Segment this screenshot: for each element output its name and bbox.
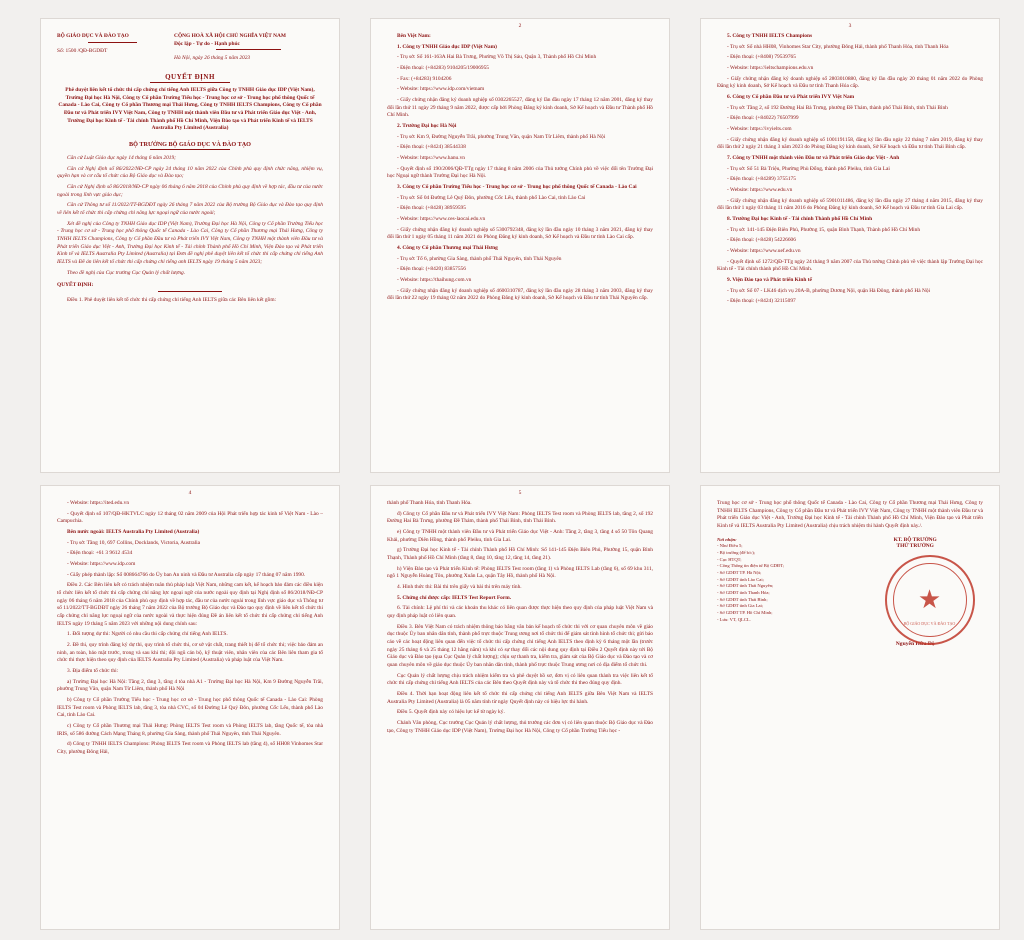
legal-basis-3: Căn cứ Nghị định số 86/2018/NĐ-CP ngày 06 tháng 6 năm 2018 của Chính phủ quy định về hợp tác, đầu tư của nước ngoài trong lĩnh vực giáo dục; (57, 184, 323, 198)
document-subtitle: Phê duyệt liên kết tổ chức thi cấp chứng chỉ tiếng Anh IELTS giữa Công ty TNHH Giáo dục IDP (Việt Nam), Trường Đại học Hà Nội, Công ty Cổ phần Trường Tiểu học - Trung học cơ sở - Trung học phổ thông Quốc tế Canada - Lào Cai, Công ty Cổ phần Thương mại Thái Hưng, Công ty TNHH IELTS Champions, Công ty Cổ phần Đầu tư và Phát triển IVY Việt Nam, Công ty TNHH một thành viên Đầu tư và Phát triển Giáo dục Việt - Anh, Trường Đại học Kinh tế - Tài chính Thành phố Hồ Chí Minh, Viện Đào tạo và Phát triển Kinh tế và IELTS Australia Pty Limited (Australia) (58, 87, 322, 132)
p3-line-9: - Website: https://ivyielts.com (727, 126, 792, 133)
p4-line-1: - Website: https://ited.edu.vn (67, 500, 130, 506)
article-4: Điều 4. Thời hạn hoạt động liên kết tổ chức thi cấp chứng chỉ tiếng Anh IELTS giữa Bên Việt Nam và IELTS Australia Pty Limited (Australia) là 05 năm tính từ ngày Quyết định này có hiệu lực thi hành. (387, 691, 653, 705)
article-5: Điều 5. Quyết định này có hiệu lực kể từ ngày ký. (397, 709, 505, 716)
vn-party-heading: Bên Việt Nam: (397, 33, 431, 39)
p3-line-16: 8. Trường Đại học Kinh tế - Tài chính Thành phố Hồ Chí Minh (727, 216, 873, 223)
p2-line-19: - Điện thoại: (+8420) 83857556 (397, 266, 466, 273)
ministry-name: BỘ GIÁO DỤC VÀ ĐÀO TẠO (57, 33, 129, 39)
foreign-party-heading: Bên nước ngoài: IELTS Australia Pty Limited (Australia) (67, 529, 200, 536)
recipient-item: - Cục HTQT; (717, 556, 742, 562)
legal-basis-5: Xét đề nghị của Công ty TNHH Giáo dục IDP (Việt Nam), Trường Đại học Hà Nội, Công ty Cổ phần Trường Tiểu học - Trung học cơ sở - Trung học phổ thông Quốc tế Canada - Lào Cai, Công ty Cổ phần Thương mại Thái Hưng, Công ty TNHH IELTS Champions, Công ty Cổ phần Đầu tư và Phát triển IVY Việt Nam, Công ty TNHH một thành viên Đầu tư và Phát triển Giáo dục Việt - Anh, Trường Đại học Kinh tế - Tài chính Thành phố Hồ Chí Minh, Viện Đào tạo và Phát triển Kinh tế và IELTS Australia Pty Limited (Australia) tại Đơn đề nghị phê duyệt liên kết tổ chức thi cấp chứng chỉ tiếng Anh IELTS và Đề án liên kết tổ chức thi cấp chứng chỉ tiếng anh IELTS ngày 19 tháng 5 năm 2023; (57, 220, 323, 266)
p2-line-14: - Điện thoại: (+8428) 38959595 (397, 205, 466, 212)
p2-line-6: - Giấy chứng nhận đăng ký doanh nghiệp số 0302265527, đăng ký lần đầu ngày 17 tháng 12 năm 2001, đăng ký thay đổi lần thứ 11 ngày 29 tháng 9 năm 2022, được cấp bởi Phòng Đăng ký kinh doanh, Sở Kế hoạch và Đầu tư Thành phố Hồ Chí Minh. (387, 97, 653, 119)
p2-line-5: - Website: https://www.idp.com/vietnam (397, 86, 485, 93)
document-page-3 (700, 18, 1000, 473)
document-page-4 (40, 485, 340, 930)
page1-header (57, 33, 323, 63)
page-number-3: 3 (848, 23, 852, 29)
signer-name: Nguyễn Hữu Độ (895, 640, 935, 647)
recipient-item: - Lưu: VT, QLCL. (717, 616, 751, 622)
p3-line-20: - Quyết định số 1272/QĐ-TTg ngày 24 tháng 9 năm 2007 của Thủ tướng Chính phủ về việc thành lập Trường Đại học Kinh tế - Tài chính thành phố Hồ Chí Minh. (717, 258, 983, 273)
issuing-authority: BỘ TRƯỞNG BỘ GIÁO DỤC VÀ ĐÀO TẠO (129, 141, 251, 149)
recipient-item: - Sở GDĐT tỉnh Lào Cai; (717, 576, 764, 582)
p2-line-1: 1. Công ty TNHH Giáo dục IDP (Việt Nam) (397, 43, 497, 50)
signer-role-line2: THỨ TRƯỞNG (896, 542, 934, 549)
p4-line-12: a) Trường Đại học Hà Nội: Tầng 2, tầng 3, tầng 4 tòa nhà A1 - Trường Đại học Hà Nội, Km 9 Đường Nguyễn Trãi, phường Trung Văn, quận Nam Từ Liêm, thành phố Hà Nội (57, 678, 323, 693)
country-name: CỘNG HOÀ XÃ HỘI CHỦ NGHĨA VIỆT NAM (174, 33, 287, 39)
p2-line-4: - Fax: (+84283) 9104206 (397, 75, 452, 82)
document-page-2 (370, 18, 670, 473)
p2-line-11: - Quyết định số 190/2006/QĐ-TTg ngày 17 tháng 8 năm 2006 của Thủ tướng Chính phủ về việc đổi tên Trường Đại học Ngoại ngữ thành Trường Đại học Hà Nội. (387, 165, 653, 180)
p5-line-1: thành phố Thanh Hóa, tỉnh Thanh Hóa. (387, 500, 472, 506)
p4-line-9: 1. Đối tượng dự thi: Người có nhu cầu thi cấp chứng chỉ tiếng Anh IELTS. (67, 631, 228, 638)
p6-closing: Trung học cơ sở - Trung học phổ thông Quốc tế Canada - Lào Cai, Công ty Cổ phần Thương mại Thái Hưng, Công ty TNHH IELTS Champions, Công ty Cổ phần Đầu tư và Phát triển IVY Việt Nam, Công ty TNHH một thành viên Đầu tư và Phát triển Giáo dục Việt - Anh, Trường Đại học Kinh tế - Tài chính Thành phố Hồ Chí Minh, Viện Đào tạo và Phát triển Kinh tế và IELTS Australia Pty Limited (Australia) chịu trách nhiệm thi hành Quyết định này./. (717, 500, 983, 530)
document-page-5 (370, 485, 670, 930)
article-2: Điều 2. Các Bên liên kết có trách nhiệm tuân thủ pháp luật Việt Nam, những cam kết, kế hoạch bảo đảm các điều kiện tổ chức liên kết tổ chức thi cấp chứng chỉ năng lực ngoại ngữ của nước ngoài quy định tại Nghị định số 86/2018/NĐ-CP ngày 06 tháng 6 năm 2018 của Chính phủ quy định về hợp tác, đầu tư của nước ngoài trong lĩnh vực giáo dục và Thông tư số 11/2022/TT-BGDĐT ngày 26 tháng 7 năm 2022 của Bộ trưởng Bộ Giáo dục và Đào tạo quy định về liên kết tổ chức thi cấp chứng chỉ năng lực ngoại ngữ của nước ngoài và thực hiện đúng Đề án liên kết tổ chức thi cấp chứng chỉ tiếng Anh IELTS ngày 19 tháng 5 năm 2023 với những nội dung chính sau: (57, 582, 323, 627)
p2-line-2: - Trụ sở: Số 161-163A Hai Bà Trưng, Phường Võ Thị Sáu, Quận 3, Thành phố Hồ Chí Minh (397, 54, 597, 61)
p2-line-3: - Điện thoại: (+84283) 9104205/19006955 (397, 65, 489, 72)
p2-line-17: 4. Công ty Cổ phần Thương mại Thái Hưng (397, 245, 498, 252)
p4-line-4: - Trụ sở: Tầng 10, 697 Collins, Docklands, Victoria, Australia (67, 539, 201, 546)
p4-line-2: - Quyết định số 107/QĐ-HKTVLC ngày 12 tháng 02 năm 2009 của Hội Phát triển hợp tác kinh tế Việt Nam - Lào – Campuchia. (57, 510, 323, 525)
seal-star-icon: ★ (917, 584, 942, 614)
p4-line-11: 3. Địa điểm tổ chức thi: (67, 668, 119, 675)
p4-line-7: - Giấy phép thành lập: Số 008664766 do Ủy ban An ninh và Đầu tư Australia cấp ngày 17 tháng 07 năm 1990. (67, 571, 306, 578)
p4-line-10: 2. Đề thi, quy trình đăng ký dự thi, quy trình tổ chức thi, cơ sở vật chất, trang thiết bị để tổ chức thi; việc bảo đảm an ninh, an toàn, bảo mật trước, trong và sau khi thi; đội ngũ cán bộ, kỹ thuật viên, nhân viên của các Bên liên tham gia tổ chức thi thực hiện theo quy định của IELTS Australia Pty Limited (Australia) và pháp luật của Việt Nam. (57, 642, 323, 664)
recipient-item: - Sở GDĐT TP. Hồ Chí Minh; (717, 609, 773, 615)
p2-line-20: - Website: https://thaihung.com.vn (397, 277, 472, 284)
article-3: Điều 3. Bên Việt Nam có trách nhiệm thông báo bằng văn bản kế hoạch tổ chức thi với cơ quan chuyên môn về giáo dục thuộc Ủy ban nhân dân tỉnh, thành phố trực thuộc Trung ương nơi tổ chức thi để giám sát tình hình tổ chức thi; gửi báo cáo về các hoạt động liên quan đến việc tổ chức thi cấp chứng chỉ tiếng Anh IELTS theo định kỳ 6 tháng một lần (trước ngày 25 tháng 6 và 25 tháng 12 hằng năm) và khi có sự thay đổi các nội dung quy định tại Điều 2 Quyết định này tới Bộ Giáo dục và Đào tạo (qua Cục Quản lý chất lượng); chịu sự thanh tra, kiểm tra, giám sát của Bộ Giáo dục và Đào tạo và cơ quan chuyên môn về giáo dục thuộc Ủy ban nhân dân tỉnh, thành phố trực thuộc Trung ương nơi có địa điểm tổ chức thi. (387, 623, 653, 669)
p3-line-11: 7. Công ty TNHH một thành viên Đầu tư và Phát triển Giáo dục Việt - Anh (727, 155, 900, 162)
p5-line-6: 4. Hình thức thi: Bài thi trên giấy và bài thi trên máy tính. (397, 584, 522, 591)
p2-line-16: - Giấy chứng nhận đăng ký doanh nghiệp số 5300792348, đăng ký lần đầu ngày 10 tháng 3 năm 2021, đăng ký thay đổi lần thứ 1 ngày 05 tháng 11 năm 2021 do Phòng Đăng ký kinh doanh, Sở Kế hoạch và Đầu tư tỉnh Lào Cai cấp. (387, 226, 653, 241)
p2-line-18: - Trụ sở: Tổ 6, phường Gia Sàng, thành phố Thái Nguyên, tỉnh Thái Nguyên (397, 255, 562, 262)
article-1: Điều 1. Phê duyệt liên kết tổ chức thi cấp chứng chỉ tiếng Anh IELTS giữa các Bên liên kết gồm: (67, 297, 277, 304)
recipients-list (717, 537, 850, 624)
p3-line-22: - Trụ sở: Số 07 - LK46 dịch vụ 20A-B, phường Dương Nội, quận Hà Đông, thành phố Hà Nội (727, 287, 931, 294)
p4-line-15: d) Công ty TNHH IELTS Champions: Phòng IELTS Test room và Phòng IELTS lab (tầng 4), số HH08 Vinhomes Star City, phường Đông Hải, (57, 741, 323, 756)
recipient-item: - Sở GDĐT tỉnh Thái Nguyên; (717, 583, 774, 589)
signature-block (717, 537, 983, 657)
p3-line-6: 6. Công ty Cổ phần Đầu tư và Phát triển IVY Việt Nam (727, 94, 855, 101)
p3-line-15: - Giấy chứng nhận đăng ký doanh nghiệp số 5901011486, đăng ký lần đầu ngày 27 tháng 4 năm 2015, đăng ký thay đổi lần thứ 1 ngày 03 tháng 11 năm 2016 do Phòng Đăng ký kinh doanh, Sở Kế hoạch và Đầu tư tỉnh Gia Lai cấp. (717, 197, 983, 212)
p3-line-23: - Điện thoại: (+8424) 32115097 (727, 298, 796, 305)
p3-line-12: - Trụ sở: Số 51 Bà Triệu, Phường Phù Đổng, thành phố Pleiku, tỉnh Gia Lai (727, 165, 890, 172)
decision-number: Số: 1500 /QĐ-BGDĐT (57, 47, 108, 54)
page-number-2: 2 (518, 23, 522, 29)
recipient-item: - Công Thông tin điện tử Bộ GDĐT; (717, 563, 785, 569)
signer-block (851, 537, 979, 647)
p4-line-13: b) Công ty Cổ phần Trường Tiểu học - Trung học cơ sở - Trung học phổ thông Quốc tế Canada - Lào Cai: Phòng IELTS Test room và Phòng IELTS lab, tầng 3, tòa nhà CVC, số 04 Đường Lê Quý Đôn, phường Cốc Lếu, thành phố Lào Cai, tỉnh Lào Cai. (57, 697, 323, 719)
p3-line-8: - Điện thoại: (+84022) 76507999 (727, 115, 799, 122)
seal-text: BỘ GIÁO DỤC VÀ ĐÀO TẠO (903, 620, 956, 626)
p3-line-1: 5. Công ty TNHH IELTS Champions (727, 33, 813, 39)
p3-line-21: 9. Viện Đào tạo và Phát triển Kinh tế (727, 277, 812, 284)
country-motto: Độc lập - Tự do - Hạnh phúc (174, 40, 240, 47)
p3-line-18: - Điện thoại: (+8428) 54226606 (727, 237, 796, 244)
p4-line-5: - Điện thoại: +61 3 9612 4534 (67, 550, 133, 557)
legal-basis-4: Căn cứ Thông tư số 11/2022/TT-BGDĐT ngày 26 tháng 7 năm 2022 của Bộ trưởng Bộ Giáo dục và Đào tạo quy định về liên kết tổ chức thi cấp chứng chỉ năng lực ngoại ngữ của nước ngoài; (57, 202, 323, 217)
p3-line-5: - Giấy chứng nhận đăng ký doanh nghiệp số 2803010880, đăng ký lần đầu ngày 20 tháng 01 năm 2022 do Phòng Đăng ký kinh doanh, Sở Kế hoạch và Đầu tư tỉnh Thanh Hóa cấp. (717, 75, 983, 90)
legal-basis-6: Theo đề nghị của Cục trưởng Cục Quản lý chất lượng. (67, 269, 186, 276)
page-number-5: 5 (518, 490, 522, 496)
p3-line-3: - Điện thoại: (+8408) 79539765 (727, 54, 796, 61)
p5-line-3: e) Công ty TNHH một thành viên Đầu tư và Phát triển Giáo dục Việt - Anh: Tầng 2, tầng 3, tầng 4 số 50 Tôn Quang Khải, phường Diên Hồng, thành phố Pleiku, tỉnh Gia Lai. (387, 529, 653, 543)
p5-line-2: đ) Công ty Cổ phần Đầu tư và Phát triển IVY Việt Nam: Phòng IELTS Test room và Phòng IELTS lab, tầng 2, số 192 Đường Hai Bà Trưng, phường Đề Thám, thành phố Thái Bình, tỉnh Thái Bình. (387, 510, 653, 525)
p3-line-13: - Điện thoại: (+84289) 3755175 (727, 176, 796, 183)
page-number-4: 4 (188, 490, 192, 496)
p3-line-2: - Trụ sở: Số nhà HH08, Vinhomes Star City, phường Đông Hải, thành phố Thanh Hóa, tỉnh Thanh Hóa (727, 43, 949, 50)
p2-line-8: - Trụ sở: Km 9, Đường Nguyễn Trãi, phường Trung Văn, quận Nam Từ Liêm, thành phố Hà Nội (397, 133, 606, 140)
p5-line-13: Chánh Văn phòng, Cục trưởng Cục Quản lý chất lượng, thủ trưởng các đơn vị có liên quan thuộc Bộ Giáo dục và Đào tạo, Công ty TNHH Giáo dục IDP (Việt Nam), Trường Đại học Hà Nội, Công ty Cổ phần Trường Tiểu học - (387, 720, 653, 734)
recipient-item: - Như Điều 5; (717, 543, 743, 549)
p5-line-10: Cục Quản lý chất lượng chịu trách nhiệm kiểm tra và phê duyệt hồ sơ, đơn vị có liên quan thành tra việc liên kết tổ chức thi cấp chứng chỉ tiếng Anh IELTS của các Bên theo Quyết định này và tổ chức thi theo đúng quy định. (387, 672, 653, 687)
legal-basis-1: Căn cứ Luật Giáo dục ngày 14 tháng 6 năm 2019; (67, 155, 176, 162)
p3-line-4: - Website: https://ieltschampions.edu.vn (727, 65, 814, 72)
p4-line-6: - Website: https://www.idp.com (67, 561, 136, 568)
document-page-6 (700, 485, 1000, 930)
p5-line-5: h) Viện Đào tạo và Phát triển Kinh tế: Phòng IELTS Test room (tầng 1) và Phòng IELTS Lab (tầng 6), số 69 khu 311, ngõ 1 Nguyễn Hoàng Tôn, phường Xuân La, quận Tây Hồ, thành phố Hà Nội. (387, 565, 653, 580)
recipient-item: - Sở GDĐT tỉnh Thanh Hóa; (717, 589, 770, 595)
p3-line-7: - Trụ sở: Tầng 2, số 192 Đường Hai Bà Trưng, phường Đề Thám, thành phố Thái Bình, tỉnh Thái Bình (727, 104, 948, 111)
decides-heading: QUYẾT ĐỊNH: (57, 282, 94, 289)
p3-line-14: - Website: https://www.edu.vn (727, 187, 793, 194)
p2-line-10: - Website: https://www.hanu.vn (397, 155, 465, 162)
recipients-title: Nơi nhận: (717, 536, 737, 542)
recipient-item: - Bộ trưởng (để b/c); (717, 550, 756, 555)
legal-basis-2: Căn cứ Nghị định số 86/2022/NĐ-CP ngày 24 tháng 10 năm 2022 của Chính phủ quy định chức năng, nhiệm vụ, quyền hạn và cơ cấu tổ chức của Bộ Giáo dục và Đào tạo; (57, 165, 323, 180)
recipient-item: - Sở GDĐT tỉnh Thái Bình; (717, 596, 768, 602)
recipient-item: - Sở GDĐT tỉnh Gia Lai; (717, 603, 764, 609)
p2-line-21: - Giấy chứng nhận đăng ký doanh nghiệp số 4600310787, đăng ký lần đầu ngày 28 tháng 3 năm 2003, đăng ký thay đổi lần thứ 22 ngày 19 tháng 02 năm 2022 do Phòng Đăng ký kinh doanh, Sở Kế hoạch và Đầu tư tỉnh Thái Nguyên cấp. (387, 287, 653, 302)
p4-line-14: c) Công ty Cổ phần Thương mại Thái Hưng: Phòng IELTS Test room và Phòng IELTS lab, tầng Quốc tế, tòa nhà IRIS, số 586 đường Cách Mạng Tháng 8, phường Gia Sàng, thành phố Thái Nguyên, tỉnh Thái Nguyên. (57, 723, 323, 737)
p2-line-9: - Điện thoại: (+8424) 38544338 (397, 144, 466, 151)
p3-line-10: - Giấy chứng nhận đăng ký doanh nghiệp số 1001191158, đăng ký lần đầu ngày 22 tháng 7 năm 2019, đăng ký thay đổi lần thứ 2 ngày 21 tháng 3 năm 2023 do Phòng Đăng ký kinh doanh, Sở Kế hoạch và Đầu tư tỉnh Thái Bình cấp. (717, 136, 983, 151)
official-seal-icon (885, 555, 975, 645)
p3-line-19: - Website: https://www.uef.edu.vn (727, 248, 801, 255)
p2-line-13: - Trụ sở: Số 04 Đường Lê Quý Đôn, phường Cốc Lếu, thành phố Lào Cai, tỉnh Lào Cai (397, 194, 586, 201)
recipient-item: - Sở GDĐT TP. Hà Nội; (717, 569, 762, 575)
p2-line-12: 3. Công ty Cổ phần Trường Tiểu học - Trung học cơ sở - Trung học phổ thông Quốc tế Canada - Lào Cai (397, 184, 637, 191)
p5-line-8: 6. Tài chính: Lệ phí thi và các khoản thu khác có liên quan được thực hiện theo quy định của pháp luật Việt Nam và quy định pháp luật có liên quan. (387, 605, 653, 620)
p3-line-17: - Trụ sở: 141-145 Điện Biên Phủ, Phường 15, quận Bình Thạnh, Thành phố Hồ Chí Minh (727, 226, 921, 233)
p2-line-15: - Website: https://www.ces-laocai.edu.vn (397, 216, 486, 223)
certificate-issued: 5. Chứng chỉ được cấp: IELTS Test Report Form. (397, 594, 512, 601)
p5-line-4: g) Trường Đại học Kinh tế - Tài chính Thành phố Hồ Chí Minh: Số 141-145 Điện Biên Phủ, Phường 15, quận Bình Thạnh, Thành phố Hồ Chí Minh (tầng 8, tầng 10, tầng 12, tầng 14, tầng 21). (387, 547, 653, 562)
p2-line-7: 2. Trường Đại học Hà Nội (397, 123, 457, 130)
signer-role-line1: KT. BỘ TRƯỞNG (893, 536, 937, 543)
place-date: Hà Nội, ngày 26 tháng 5 năm 2023 (174, 55, 251, 62)
document-title: QUYẾT ĐỊNH (165, 73, 215, 82)
document-page-1 (40, 18, 340, 473)
